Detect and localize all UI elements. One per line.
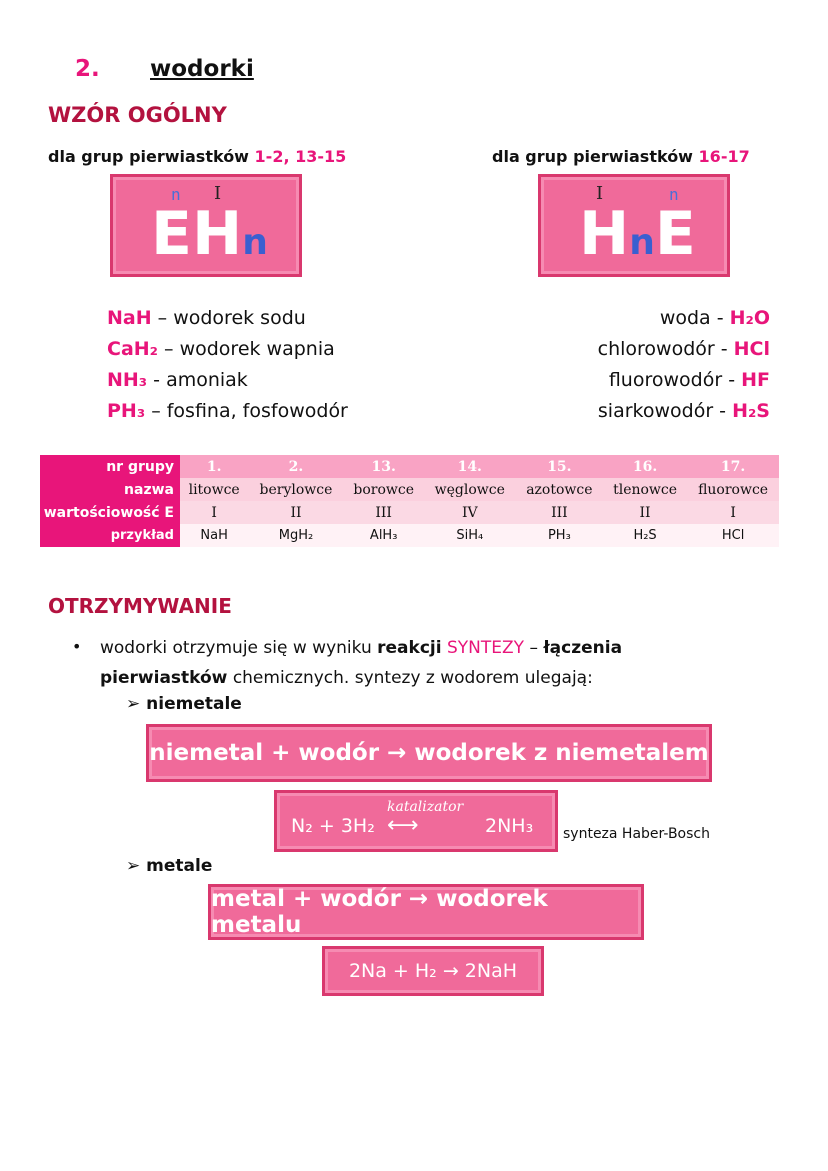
groups-range: 16-17 bbox=[698, 147, 750, 166]
example-name: – wodorek sodu bbox=[157, 307, 306, 329]
hydride-groups-table bbox=[40, 455, 779, 547]
example-formula: HCl bbox=[733, 338, 770, 360]
row-header: nazwa bbox=[40, 478, 180, 501]
table-cell: azotowce bbox=[516, 478, 603, 501]
row-header: wartościowość E bbox=[40, 501, 180, 524]
table-cell: III bbox=[344, 501, 424, 524]
example-left-3 bbox=[107, 365, 248, 396]
table-cell: litowce bbox=[180, 478, 248, 501]
example-formula: PH₃ bbox=[107, 400, 146, 422]
example-formula: CaH₂ bbox=[107, 338, 158, 360]
general-formula-hne bbox=[579, 199, 696, 278]
metals-label: ➢ metale bbox=[126, 856, 213, 876]
text-bold: pierwiastków bbox=[100, 668, 228, 688]
formula-main-h: H bbox=[579, 199, 630, 269]
example-formula: NH₃ bbox=[107, 369, 148, 391]
bullet-icon: • bbox=[72, 637, 82, 656]
valence-n-label: n bbox=[669, 185, 679, 204]
formula-main: EH bbox=[151, 199, 243, 269]
example-formula: HF bbox=[741, 369, 770, 391]
text-pink: SYNTEZY bbox=[446, 638, 525, 658]
example-formula: H₂O bbox=[729, 307, 770, 329]
nonmetals-equation: niemetal + wodór → wodorek z niemetalem bbox=[149, 740, 709, 766]
formula-heading: WZÓR OGÓLNY bbox=[48, 103, 227, 127]
text: – bbox=[529, 638, 538, 658]
valence-i-label: I bbox=[214, 183, 222, 204]
table-cell: tlenowce bbox=[603, 478, 687, 501]
table-cell: węglowce bbox=[424, 478, 516, 501]
table-cell: H₂S bbox=[603, 524, 687, 547]
formula-box-ehn bbox=[110, 174, 302, 277]
groups-label-text: dla grup pierwiastków bbox=[48, 147, 249, 166]
table-cell: SiH₄ bbox=[424, 524, 516, 547]
row-header: przykład bbox=[40, 524, 180, 547]
table-cell: 17. bbox=[687, 455, 779, 478]
table-cell: 2. bbox=[248, 455, 343, 478]
haber-product: 2NH₃ bbox=[485, 815, 534, 837]
row-header: nr grupy bbox=[40, 455, 180, 478]
groups-label-right bbox=[492, 147, 750, 166]
table-cell: MgH₂ bbox=[248, 524, 343, 547]
example-right-2 bbox=[598, 334, 770, 365]
table-cell: 1. bbox=[180, 455, 248, 478]
table-row-group-numbers bbox=[40, 455, 779, 478]
section-title: wodorki bbox=[150, 56, 254, 82]
table-cell: IV bbox=[424, 501, 516, 524]
groups-label-text: dla grup pierwiastków bbox=[492, 147, 693, 166]
example-name: – wodorek wapnia bbox=[164, 338, 335, 360]
example-name: woda - bbox=[659, 307, 724, 329]
table-cell: 15. bbox=[516, 455, 603, 478]
example-name: - amoniak bbox=[153, 369, 248, 391]
haber-reactants: N₂ + 3H₂ bbox=[291, 815, 375, 837]
example-right-1 bbox=[660, 303, 770, 334]
table-cell: I bbox=[180, 501, 248, 524]
formula-subscript: n bbox=[242, 222, 268, 263]
obtaining-line-2 bbox=[100, 663, 593, 693]
example-formula: NaH bbox=[107, 307, 152, 329]
example-name: fluorowodór - bbox=[608, 369, 736, 391]
obtaining-heading: OTRZYMYWANIE bbox=[48, 594, 232, 618]
example-left-4 bbox=[107, 396, 348, 427]
groups-label-left bbox=[48, 147, 346, 166]
equilibrium-arrow-icon: ⟷ bbox=[387, 813, 417, 838]
table-cell: NaH bbox=[180, 524, 248, 547]
example-left-1 bbox=[107, 303, 306, 334]
obtaining-line-1 bbox=[100, 633, 622, 663]
example-name: chlorowodór - bbox=[597, 338, 728, 360]
text-bold: łączenia bbox=[543, 638, 623, 658]
formula-subscript: n bbox=[629, 222, 655, 263]
table-cell: 14. bbox=[424, 455, 516, 478]
table-cell: borowce bbox=[344, 478, 424, 501]
example-right-3 bbox=[609, 365, 770, 396]
table-cell: II bbox=[248, 501, 343, 524]
table-row-examples bbox=[40, 524, 779, 547]
table-row-names bbox=[40, 478, 779, 501]
metals-equation-box bbox=[208, 884, 644, 940]
metals-example-box bbox=[322, 946, 544, 996]
metals-equation: metal + wodór → wodorek metalu bbox=[211, 886, 548, 938]
text-bold: reakcji bbox=[377, 638, 442, 658]
table-cell: PH₃ bbox=[516, 524, 603, 547]
table-cell: II bbox=[603, 501, 687, 524]
nonmetals-label: ➢ niemetale bbox=[126, 694, 242, 714]
example-left-2 bbox=[107, 334, 335, 365]
example-right-4 bbox=[598, 396, 770, 427]
nonmetals-equation-box bbox=[146, 724, 712, 782]
haber-bosch-box bbox=[274, 790, 558, 852]
section-number: 2. bbox=[75, 56, 100, 82]
table-cell: fluorowce bbox=[687, 478, 779, 501]
example-name: siarkowodór - bbox=[597, 400, 727, 422]
table-cell: 16. bbox=[603, 455, 687, 478]
example-name: – fosfina, fosfowodór bbox=[151, 400, 348, 422]
table-cell: III bbox=[516, 501, 603, 524]
catalyst-label: katalizator bbox=[387, 799, 464, 815]
haber-bosch-note: synteza Haber-Bosch bbox=[563, 826, 710, 842]
text: chemicznych. syntezy z wodorem ulegają: bbox=[232, 668, 593, 688]
metals-example-equation: 2Na + H₂ → 2NaH bbox=[348, 960, 518, 982]
table-cell: I bbox=[687, 501, 779, 524]
table-cell: HCl bbox=[687, 524, 779, 547]
formula-box-hne bbox=[538, 174, 730, 277]
general-formula-ehn bbox=[151, 199, 268, 278]
table-cell: berylowce bbox=[248, 478, 343, 501]
table-cell: 13. bbox=[344, 455, 424, 478]
example-formula: H₂S bbox=[732, 400, 770, 422]
table-row-valences bbox=[40, 501, 779, 524]
text: wodorki otrzymuje się w wyniku bbox=[100, 638, 372, 658]
valence-i-label: I bbox=[596, 183, 604, 204]
table-cell: AlH₃ bbox=[344, 524, 424, 547]
formula-main-e: E bbox=[654, 199, 696, 269]
valence-n-label: n bbox=[171, 185, 181, 204]
groups-range: 1-2, 13-15 bbox=[254, 147, 347, 166]
